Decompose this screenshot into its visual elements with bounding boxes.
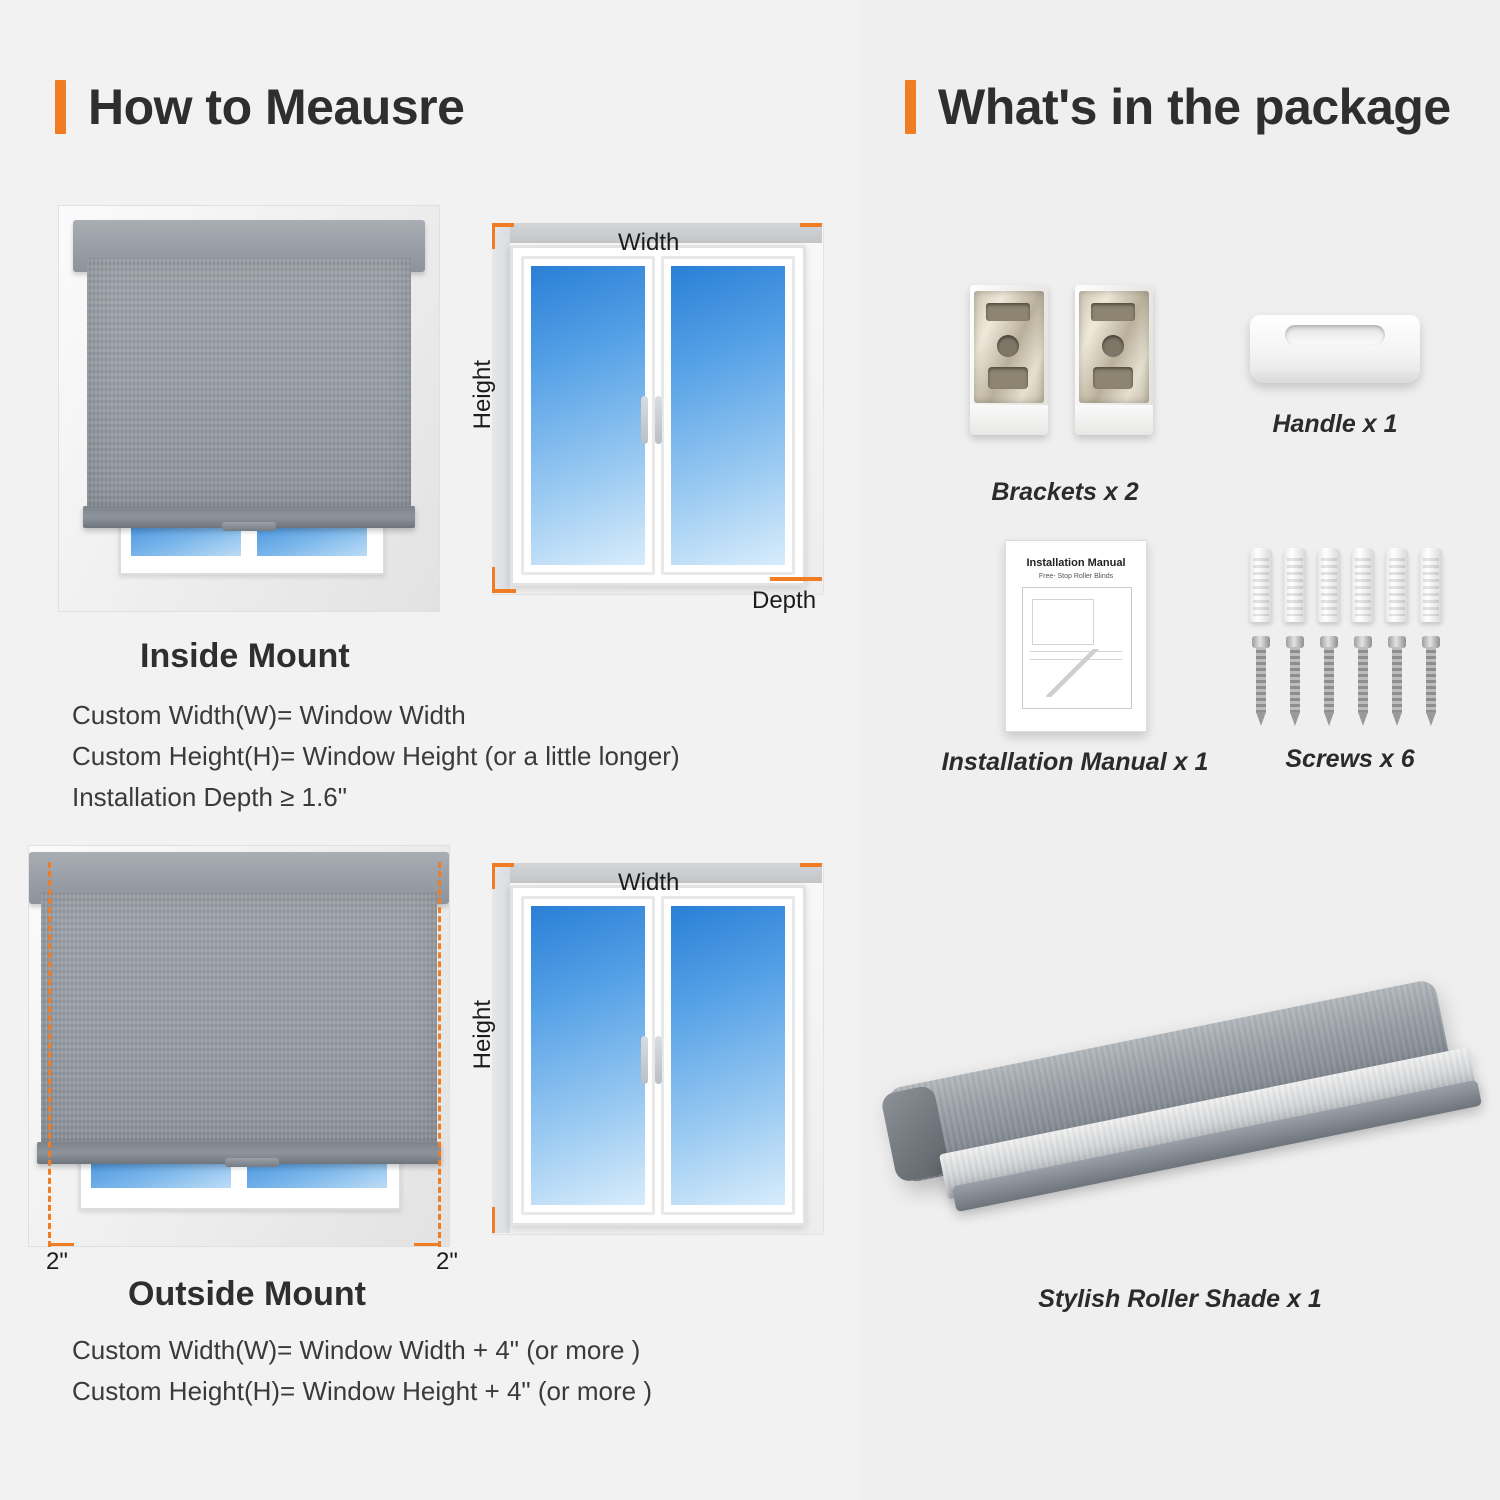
screw-2 (1286, 636, 1304, 728)
outside-mount-dimension-diagram (470, 845, 840, 1260)
depth-mark-bottomright (770, 577, 822, 581)
window-handle-left-icon-2 (641, 1036, 648, 1084)
screw-tip-6 (1426, 712, 1436, 726)
overhang-dash-right (438, 862, 441, 1247)
screw-shaft-3 (1324, 647, 1334, 713)
manual-title: Installation Manual (1026, 557, 1126, 569)
screw-6 (1422, 636, 1440, 728)
screw-shaft-4 (1358, 647, 1368, 713)
outside-height-label: Height (469, 1000, 496, 1070)
screw-shaft-6 (1426, 647, 1436, 713)
wall-anchor-1 (1250, 548, 1272, 622)
screw-3 (1320, 636, 1338, 728)
width-mark-left (492, 223, 514, 227)
installation-manual-part (1005, 540, 1147, 732)
overhang-tick-left (48, 1243, 74, 1246)
height-mark-top-2 (492, 863, 495, 889)
handle-caption: Handle x 1 (1272, 410, 1398, 438)
screw-tip-4 (1358, 712, 1368, 726)
wall-anchor-6 (1420, 548, 1442, 622)
inside-line-2: Custom Height(H)= Window Height (or a little longer) (72, 741, 680, 771)
wall-anchor-2 (1284, 548, 1306, 622)
inside-line-1: Custom Width(W)= Window Width (72, 700, 466, 730)
inside-width-label: Width (618, 229, 680, 256)
diagram-sash-left (521, 256, 655, 575)
outside-line-1: Custom Width(W)= Window Width + 4" (or more ) (72, 1335, 641, 1365)
overhang-tick-right (414, 1243, 440, 1246)
manual-diagram (1046, 649, 1100, 697)
inside-mount-dimension-diagram (470, 205, 840, 635)
diagram-sash-right (661, 256, 795, 575)
screw-tip-3 (1324, 712, 1334, 726)
brackets-caption: Brackets x 2 (991, 478, 1139, 506)
outside-line-2: Custom Height(H)= Window Height + 4" (or more ) (72, 1376, 652, 1406)
accent-bar-icon-2 (905, 80, 916, 134)
manual-caption: Installation Manual x 1 (941, 748, 1209, 776)
outside-mount-text (72, 1330, 652, 1412)
bracket-part-2 (1075, 285, 1153, 435)
diagram-glass-right (671, 266, 785, 565)
window-handle-right-icon (655, 396, 662, 444)
page-title-measure (55, 78, 464, 136)
bracket-foot-2 (1075, 405, 1153, 435)
shade-fabric (87, 258, 411, 508)
outside-mount-caption: Outside Mount (128, 1275, 366, 1313)
manual-figure (1032, 599, 1094, 645)
measure-heading-label: How to Meausre (88, 79, 465, 135)
overhang-right-label: 2" (436, 1248, 458, 1275)
package-heading-label: What's in the package (938, 79, 1451, 135)
inside-mount-caption: Inside Mount (140, 637, 350, 675)
page-title-package (905, 78, 1451, 136)
accent-bar-icon (55, 80, 66, 134)
outside-width-label: Width (618, 869, 680, 896)
screw-4 (1354, 636, 1372, 728)
height-mark-top (492, 223, 495, 249)
bracket-slot-bottom-1 (988, 367, 1028, 389)
diagram-sash-right-2 (661, 896, 795, 1215)
window-handle-right-icon-2 (655, 1036, 662, 1084)
bracket-slot-top-2 (1091, 303, 1135, 321)
height-mark-bottom-2 (492, 1207, 495, 1233)
depth-mark-bottomleft (492, 589, 516, 593)
outside-mount-photo (28, 845, 450, 1247)
screw-shaft-1 (1256, 647, 1266, 713)
inside-line-3: Installation Depth ≥ 1.6" (72, 782, 347, 812)
bracket-slot-bottom-2 (1093, 367, 1133, 389)
diagram-window (510, 245, 806, 586)
inside-mount-text (72, 695, 680, 818)
inside-depth-label: Depth (752, 587, 817, 614)
screw-shaft-5 (1392, 647, 1402, 713)
screw-5 (1388, 636, 1406, 728)
overhang-dash-left (48, 862, 51, 1247)
width-mark-right-2 (800, 863, 822, 867)
handle-grip (1285, 325, 1385, 345)
handle-part (1250, 315, 1420, 383)
manual-subtitle: Free- Stop Roller Blinds (1038, 573, 1114, 580)
window-handle-left-icon (641, 396, 648, 444)
width-mark-left-2 (492, 863, 514, 867)
bracket-foot-1 (970, 405, 1048, 435)
screw-tip-1 (1256, 712, 1266, 726)
bracket-part-1 (970, 285, 1048, 435)
diagram-glass-left (531, 266, 645, 565)
inside-mount-photo (58, 205, 440, 612)
inside-height-label: Height (469, 360, 496, 430)
bracket-hole-1 (997, 335, 1019, 357)
diagram-glass-right-2 (671, 906, 785, 1205)
roller-shade-caption: Stylish Roller Shade x 1 (1038, 1285, 1322, 1313)
overhang-left-label: 2" (46, 1248, 68, 1275)
wall-anchor-4 (1352, 548, 1374, 622)
wall-anchor-3 (1318, 548, 1340, 622)
wall-anchor-5 (1386, 548, 1408, 622)
package-contents-panel (860, 0, 1500, 1500)
bracket-slot-top-1 (986, 303, 1030, 321)
screw-tip-2 (1290, 712, 1300, 726)
shade-fabric-2 (41, 892, 437, 1144)
diagram-sash-left-2 (521, 896, 655, 1215)
diagram-window-2 (510, 885, 806, 1226)
handle-lip (1250, 367, 1420, 383)
bracket-hole-2 (1102, 335, 1124, 357)
screws-caption: Screws x 6 (1285, 745, 1415, 773)
screw-shaft-2 (1290, 647, 1300, 713)
screw-tip-5 (1392, 712, 1402, 726)
diagram-glass-left-2 (531, 906, 645, 1205)
width-mark-right (800, 223, 822, 227)
shade-rail-handle (222, 522, 276, 531)
shade-rail-handle-2 (225, 1158, 279, 1167)
screw-1 (1252, 636, 1270, 728)
